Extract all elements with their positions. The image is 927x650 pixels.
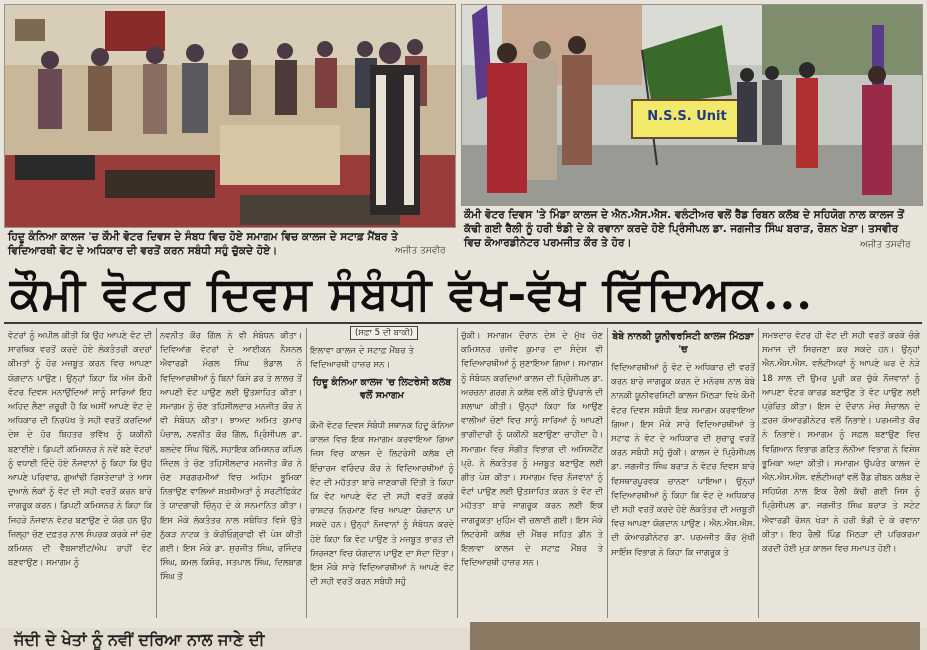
article-column-1	[8, 328, 152, 616]
classroom-oath-illustration	[5, 5, 455, 227]
column-divider	[306, 328, 307, 618]
column-divider	[156, 328, 157, 618]
article-column-4	[461, 328, 603, 616]
article-column-5	[611, 360, 755, 616]
classroom-oath-photo	[4, 4, 456, 228]
column-divider	[607, 328, 608, 618]
column-text: ਵਿਦਿਆਰਥੀਆਂ ਨੂੰ ਵੋਟ ਦੇ ਅਧਿਕਾਰ ਦੀ ਵਰਤੋਂ ਕਰਨ ਬਾਰੇ ਜਾਗਰੂਕ ਕਰਨ ਦੇ ਮਨੋਰਥ ਨਾਲ ਬੇਬੇ ਨਾਨਕੀ ਯੂਨੀਵਰਸਿਟੀ ਕਾਲਜ ਮਿੱਠੜਾ ਵਿਖੇ ਕੌਮੀ ਵੋਟਰ ਦਿਵਸ ਸਬੰਧੀ ਇਕ ਸਮਾਗਮ ਕਰਵਾਇਆ ਗਿਆ। ਇਸ ਮੌਕੇ ਸਾਰੇ ਵਿਦਿਆਰਥੀਆਂ ਤੇ ਸਟਾਫ ਨੇ ਵੋਟ ਦੇ ਅਧਿਕਾਰ ਦੀ ਸੁਚਾਰੂ ਵਰਤੋਂ ਕਰਨ ਸਬੰਧੀ ਸਹੁੰ ਚੁੱਕੀ। ਕਾਲਜ ਦੇ ਪ੍ਰਿੰਸੀਪਲ ਡਾ. ਜਗਜੀਤ ਸਿੰਘ ਬਰਾੜ ਨੇ ਵੋਟਰ ਦਿਵਸ ਬਾਰੇ ਵਿਸਥਾਰਪੂਰਵਕ ਚਾਨਣਾ ਪਾਇਆ। ਉਨ੍ਹਾਂ ਵਿਦਿਆਰਥੀਆਂ ਨੂੰ ਕਿਹਾ ਕਿ ਵੋਟ ਦੇ ਅਧਿਕਾਰ ਦੀ ਸਹੀ ਵਰਤੋਂ ਕਰਦੇ ਹੋਏ ਲੋਕਤੰਤਰ ਦੀ ਮਜ਼ਬੂਤੀ ਵਿਚ ਆਪਣਾ ਯੋਗਦਾਨ ਪਾਉਣ। ਐਨ.ਐਸ.ਐਸ. ਦੀ ਕੋਆਰਡੀਨੇਟਰ ਡਾ. ਪਰਮਜੀਤ ਕੌਰ ਮੁੱਖੀ ਸਾਇੰਸ ਵਿਭਾਗ ਨੇ ਕਿਹਾ ਕਿ ਜਾਗਰੂਕ ਤੇ	[611, 362, 755, 557]
nss-banner-text: N.S.S. Unit	[647, 109, 727, 124]
continued-label: (ਸਫ਼ਾ 5 ਦੀ ਬਾਕੀ)	[350, 326, 418, 340]
column-divider	[758, 328, 759, 618]
photo-left-credit: ਅਜੀਤ ਤਸਵੀਰ	[395, 246, 446, 256]
column-divider	[457, 328, 458, 618]
section-subhead: ਹਿਦੂ ਕੰਨਿਆ ਕਾਲਜ 'ਚ ਲਿਟਰੇਸੀ ਕਲੱਬ ਵਲੋਂ ਸਮਾਗਮ	[312, 377, 452, 401]
article-headline: ਕੌਮੀ ਵੋਟਰ ਦਿਵਸ ਸੰਬੰਧੀ ਵੱਖ-ਵੱਖ ਵਿੱਦਿਅਕ...	[10, 267, 813, 320]
column-text: ਵੋਟਰਾਂ ਨੂੰ ਅਪੀਲ ਕੀਤੀ ਕਿ ਉਹ ਆਪਣੇ ਵੋਟ ਦੀ ਸਾਰਥਿਕ ਵਰਤੋਂ ਕਰਦੇ ਹੋਏ ਲੋਕਤੰਤਰੀ ਕਦਰਾਂ ਕੀਮਤਾਂ ਨੂੰ ਹੋਰ ਮਜ਼ਬੂਤ ਕਰਨ ਵਿਚ ਆਪਣਾ ਯੋਗਦਾਨ ਪਾਉਣ। ਉਨ੍ਹਾਂ ਕਿਹਾ ਕਿ ਅੱਜ ਕੌਮੀ ਵੋਟਰ ਦਿਵਸ ਮਨਾਉਂਦਿਆਂ ਸਾਨੂੰ ਸਾਰਿਆਂ ਇਹ ਅਹਿਦ ਲੈਣਾ ਜ਼ਰੂਰੀ ਹੈ ਕਿ ਅਸੀਂ ਆਪਣੇ ਵੋਟ ਦੇ ਅਧਿਕਾਰ ਦੀ ਨਿਰਪੱਖ ਤੇ ਸਹੀ ਵਰਤੋਂ ਕਰਦਿਆਂ ਦੇਸ਼ ਦੇ ਹੋਰ ਬਿਹਤਰ ਭਵਿੱਖ ਨੂੰ ਯਕੀਨੀ ਬਣਾਈਏ। ਡਿਪਟੀ ਕਮਿਸ਼ਨਰ ਨੇ ਨਵੇਂ ਬਣੇ ਵੋਟਰਾਂ ਨੂੰ ਵਧਾਈ ਦਿੰਦੇ ਹੋਏ ਨੌਜਵਾਨਾਂ ਨੂੰ ਕਿਹਾ ਕਿ ਉਹ ਆਪਣੇ ਪਰਿਵਾਰ, ਗੁਆਂਢੀ ਰਿਸ਼ਤੇਦਾਰਾਂ ਤੇ ਆਸ ਦੁਆਲੇ ਲੋਕਾਂ ਨੂੰ ਵੋਟ ਦੀ ਸਹੀ ਵਰਤੋਂ ਕਰਨ ਬਾਰੇ ਜਾਗਰੂਕ ਕਰਨ। ਡਿਪਟੀ ਕਮਿਸ਼ਨਰ ਨੇ ਕਿਹਾ ਕਿ ਜਿਹੜੇ ਨੌਜਵਾਨ ਵੋਟਰ ਬਣਾਉਣ ਦੇ ਯੋਗ ਹਨ ਉਹ ਜ਼ਿਲ੍ਹਾ ਚੋਣ ਦਫ਼ਤਰ ਨਾਲ ਸੰਪਰਕ ਕਰਕੇ ਜਾਂ ਚੋਣ ਕਮਿਸ਼ਨ ਦੀ ਵੈੱਬਸਾਈਟ/ਐਪ ਰਾਹੀਂ ਵੋਟ ਬਣਵਾਉਣ। ਸਮਾਗਮ ਨੂੰ	[8, 330, 152, 568]
article-column-6	[762, 328, 920, 616]
next-article-photo	[470, 622, 920, 650]
column-text: ਚੁੱਕੀ। ਸਮਾਗਮ ਦੌਰਾਨ ਦੇਸ਼ ਦੇ ਮੁੱਖ ਚੋਣ ਕਮਿਸ਼ਨਰ ਰਜੀਵ ਕੁਮਾਰ ਦਾ ਸੰਦੇਸ਼ ਵੀ ਵਿਦਿਆਰਥੀਆਂ ਨੂੰ ਸੁਣਾਇਆ ਗਿਆ। ਸਮਾਗਮ ਨੂੰ ਸੰਬੋਧਨ ਕਰਦਿਆਂ ਕਾਲਜ ਦੀ ਪ੍ਰਿੰਸੀਪਲ ਡਾ. ਅਰਚਨਾ ਗਰਗ ਨੇ ਕਲੱਬ ਵਲੋਂ ਕੀਤੇ ਉਪਰਾਲੇ ਦੀ ਸ਼ਲਾਘਾ ਕੀਤੀ। ਉਨ੍ਹਾਂ ਕਿਹਾ ਕਿ ਆਉਣ ਵਾਲੀਆਂ ਚੋਣਾਂ ਵਿਚ ਸਾਨੂੰ ਸਾਰਿਆਂ ਨੂੰ ਆਪਣੀ ਭਾਗੀਦਾਰੀ ਨੂੰ ਯਕੀਨੀ ਬਣਾਉਣਾ ਚਾਹੀਦਾ ਹੈ। ਸਮਾਗਮ ਵਿਚ ਸੰਗੀਤ ਵਿਭਾਗ ਦੀ ਅਸਿਸਟੈਂਟ ਪ੍ਰੋ. ਨੇ ਲੋਕਤੰਤਰ ਨੂੰ ਮਜ਼ਬੂਤ ਬਣਾਉਣ ਲਈ ਗੀਤ ਪੇਸ਼ ਕੀਤਾ। ਸਮਾਗਮ ਵਿਚ ਨੌਜਵਾਨਾਂ ਨੂੰ ਵੋਟਾਂ ਪਾਉਣ ਲਈ ਉਤਸ਼ਾਹਿਤ ਕਰਨ ਤੇ ਵੋਟ ਦੀ ਮਹੱਤਤਾ ਬਾਰੇ ਜਾਗਰੂਕ ਕਰਨ ਲਈ ਇਕ ਜਾਗਰੂਕਤਾ ਮੁਹਿੰਮ ਵੀ ਚਲਾਈ ਗਈ। ਇਸ ਮੌਕੇ ਲਿਟਰੇਸੀ ਕਲੱਬ ਦੀ ਮੈਂਬਰ ਸਹਿਤ ਡੀਨ ਤੇ ਇਲਾਵਾ ਕਾਲਜ ਦੇ ਸਟਾਫ਼ ਮੈਂਬਰ ਤੇ ਵਿਦਿਆਰਥੀ ਹਾਜ਼ਰ ਸਨ।	[461, 330, 603, 568]
article-column-3	[310, 418, 454, 616]
photo-right-credit: ਅਜੀਤ ਤਸਵੀਰ	[860, 240, 911, 250]
next-article-headline: ਜੱਦੀ ਦੇ ਖੇਤਾਂ ਨੂੰ ਨਵੀਂ ਦਰਿਆ ਨਾਲ ਜਾਣੇ ਦੀ	[14, 630, 265, 649]
column-text: ਸਮਝਦਾਰ ਵੋਟਰ ਹੀ ਵੋਟ ਦੀ ਸਹੀ ਵਰਤੋਂ ਕਰਕੇ ਚੰਗੇ ਸਮਾਜ ਦੀ ਸਿਰਜਣਾ ਕਰ ਸਕਦੇ ਹਨ। ਉਨ੍ਹਾਂ ਐਨ.ਐਸ.ਐਸ. ਵਲੰਟੀਅਰਾਂ ਨੂੰ ਆਪਣੇ ਘਰ ਦੇ ਨੇੜੇ 18 ਸਾਲ ਦੀ ਉਮਰ ਪੂਰੀ ਕਰ ਚੁੱਕੇ ਨੌਜਵਾਨਾਂ ਨੂੰ ਆਪਣਾ ਵੋਟਰ ਕਾਰਡ ਬਣਾਉਣ ਤੇ ਵੋਟ ਪਾਉਣ ਲਈ ਪ੍ਰੇਰਿਤ ਕੀਤਾ। ਇਸ ਦੇ ਦੌਰਾਨ ਮੰਚ ਸੰਚਾਲਨ ਦੇ ਫ਼ਰਜ਼ ਕੋਆਰਡੀਨੇਟਰ ਵਲੋਂ ਨਿਭਾਏ। ਪਰਮਜੀਤ ਕੌਰ ਨੇ ਨਿਭਾਏ। ਸਮਾਗਮ ਨੂੰ ਸਫ਼ਲ ਬਣਾਉਣ ਵਿਚ ਵਿਗਿਆਨ ਵਿਭਾਗ ਗਣਿਤ ਲੋਨੀਆ ਵਿਭਾਗ ਨੇ ਵਿਸ਼ੇਸ਼ ਭੂਮਿਕਾ ਅਦਾ ਕੀਤੀ। ਸਮਾਗਮ ਉਪਰੰਤ ਕਾਲਜ ਦੇ ਐਨ.ਐਸ.ਐਸ. ਵਲੰਟੀਅਰਾਂ ਵਲੋਂ ਰੈੱਡ ਰੀਬਨ ਕਲੱਬ ਦੇ ਸਹਿਯੋਗ ਨਾਲ ਇਕ ਰੈਲੀ ਕੱਢੀ ਗਈ ਜਿਸ ਨੂੰ ਪ੍ਰਿੰਸੀਪਲ ਡਾ. ਜਗਜੀਤ ਸਿੰਘ ਬਰਾੜ ਤੇ ਸਟੇਟ ਐਵਾਰਡੀ ਰੋਸ਼ਨ ਖੇੜਾ ਨੇ ਹਰੀ ਝੰਡੀ ਦੇ ਕੇ ਰਵਾਨਾ ਕੀਤਾ। ਇਹ ਰੈਲੀ ਪਿੰਡ ਮਿੱਠੜਾ ਦੀ ਪਰਿਕਰਮਾ ਕਰਦੀ ਹੋਈ ਮੁੜ ਕਾਲਜ ਵਿਚ ਸਮਾਪਤ ਹੋਈ।	[762, 330, 920, 554]
column-text: ਕੌਮੀ ਵੋਟਰ ਦਿਵਸ ਸੰਬੰਧੀ ਸਥਾਨਕ ਹਿਦੂ ਕੰਨਿਆ ਕਾਲਜ ਵਿਚ ਇਕ ਸਮਾਗਮ ਕਰਵਾਇਆ ਗਿਆ ਜਿਸ ਵਿਚ ਕਾਲਜ ਦੇ ਲਿਟਰੇਸੀ ਕਲੱਬ ਦੀ ਇੰਚਾਰਜ ਵਰਿੰਦਰ ਕੌਰ ਨੇ ਵਿਦਿਆਰਥੀਆਂ ਨੂੰ ਵੋਟ ਦੀ ਮਹੱਤਤਾ ਬਾਰੇ ਜਾਣਕਾਰੀ ਦਿੱਤੀ ਤੇ ਕਿਹਾ ਕਿ ਵੋਟ ਆਪਣੇ ਵੋਟ ਦੀ ਸਹੀ ਵਰਤੋਂ ਕਰਕੇ ਰਾਸ਼ਟਰ ਨਿਰਮਾਣ ਵਿਚ ਆਪਣਾ ਯੋਗਦਾਨ ਪਾ ਸਕਦੇ ਹਨ। ਉਨ੍ਹਾਂ ਨੌਜਵਾਨਾਂ ਨੂੰ ਸੰਬੋਧਨ ਕਰਦੇ ਹੋਏ ਕਿਹਾ ਕਿ ਵੋਟ ਪਾਉਣ ਤੇ ਮਜ਼ਬੂਤ ਭਾਰਤ ਦੀ ਸਿਰਜਣਾ ਵਿਚ ਯੋਗਦਾਨ ਪਾਉਣ ਦਾ ਸੱਦਾ ਦਿੱਤਾ। ਇਸ ਮੌਕੇ ਸਾਰੇ ਵਿਦਿਆਰਥੀਆਂ ਨੇ ਆਪਣੇ ਵੋਟ ਦੀ ਸਹੀ ਵਰਤੋਂ ਕਰਨ ਸਬੰਧੀ ਸਹੁੰ	[310, 420, 454, 587]
photo-left-caption: ਹਿਦੂ ਕੰਨਿਆ ਕਾਲਜ 'ਚ ਕੌਮੀ ਵੋਟਰ ਦਿਵਸ ਦੇ ਸੰਬਧ ਵਿਚ ਹੋਏ ਸਮਾਗਮ ਵਿਚ ਕਾਲਜ ਦੇ ਸਟਾਫ਼ ਮੈਂਬਰ ਤੇ ਵਿਦਿਆਰਥੀ ਵੋਟ ਦੇ ਅਧਿਕਾਰ ਦੀ ਵਰਤੋਂ ਕਰਨ ਸਬੰਧੀ ਸਹੁੰ ਚੁੱਕਦੇ ਹੋਏ।	[8, 231, 398, 257]
rally-flag-off-photo	[461, 4, 923, 206]
column-text: ਨਵਨੀਤ ਕੌਰ ਗਿੱਲ ਨੇ ਵੀ ਸੰਬੋਧਨ ਕੀਤਾ। ਦਿਵਿਆਂਗ ਵੋਟਰਾਂ ਦੇ ਆਈਕਨ ਨੈਸ਼ਨਲ ਐਵਾਰਡੀ ਮੰਗਲ ਸਿੰਘ ਭੰਡਾਲ ਨੇ ਵਿਦਿਆਰਥੀਆਂ ਨੂੰ ਬਿਨਾਂ ਕਿਸੇ ਡਰ ਤੇ ਲਾਲਚ ਤੋਂ ਆਪਣੀ ਵੋਟ ਪਾਉਣ ਲਈ ਉਤਸ਼ਾਹਿਤ ਕੀਤਾ। ਸਮਾਗਮ ਨੂੰ ਚੋਣ ਤਹਿਸੀਲਦਾਰ ਮਨਜੀਤ ਕੌਰ ਨੇ ਵੀ ਸੰਬੋਧਨ ਕੀਤਾ। ਝਾਅਦ ਅਮਿਤ ਕੁਮਾਰ ਪੰਚਾਲ, ਨਵਨੀਤ ਕੌਰ ਗਿੱਲ, ਪ੍ਰਿੰਸੀਪਲ ਡਾ. ਬਲਦੇਵ ਸਿੰਘ ਢਿੱਲੋਂ, ਸਹਾਇਕ ਕਮਿਸ਼ਨਰ ਕਪਿਲ ਜਿੰਦਲ ਤੇ ਚੋਣ ਤਹਿਸੀਲਦਾਰ ਮਨਜੀਤ ਕੌਰ ਨੇ ਚੋਣ ਸਰਗਰਮੀਆਂ ਵਿਚ ਅਹਿਮ ਭੂਮਿਕਾ ਨਿਭਾਉਣ ਵਾਲਿਆਂ ਸ਼ਖ਼ਸੀਅਤਾਂ ਨੂੰ ਸਰਟੀਫਿਕੇਟ ਤੇ ਯਾਦਗਾਰੀ ਚਿੰਨ੍ਹ ਦੇ ਕੇ ਸਨਮਾਨਿਤ ਕੀਤਾ। ਇਸ ਮੌਕੇ ਲੋਕਤੰਤਰ ਨਾਲ ਸਬੰਧਿਤ ਵਿਸ਼ੇ ਉਤੇ ਨੁੱਕੜ ਨਾਟਕ ਤੇ ਕੋਰੀਓਗ੍ਰਾਫੀ ਵੀ ਪੇਸ਼ ਕੀਤੀ ਗਈ। ਇਸ ਮੌਕੇ ਡਾ. ਸੁਰਜੀਤ ਸਿੰਘ, ਰਜਿੰਦਰ ਸਿੰਘ, ਕਮਲ ਕਿਸ਼ੋਰ, ਸਤਪਾਲ ਸਿੰਘ, ਦਿਲਬਾਗ ਸਿੰਘ ਤੋਂ	[160, 330, 302, 582]
article-column-2	[160, 328, 302, 616]
section-subhead: ਬੇਬੇ ਨਾਨਕੀ ਯੂਨੀਵਰਸਿਟੀ ਕਾਲਜ ਮਿੱਠੜਾ 'ਚ	[612, 331, 754, 355]
photo-right-caption: ਕੌਮੀ ਵੋਟਰ ਦਿਵਸ 'ਤੇ ਮਿੰਡਾ ਕਾਲਜ ਦੇ ਐਨ.ਐਸ.ਐਸ. ਵਲੰਟੀਅਰ ਵਲੋਂ ਰੈੱਡ ਰਿਬਨ ਕਲੱਬ ਦੇ ਸਹਿਯੋਗ ਨਾਲ ਕਾਲਜ ਤੋਂ ਕੱਢੀ ਗਈ ਰੈਲੀ ਨੂੰ ਹਰੀ ਝੰਡੀ ਦੇ ਕੇ ਰਵਾਨਾ ਕਰਦੇ ਹੋਏ ਪ੍ਰਿੰਸੀਪਲ ਡਾ. ਜਗਜੀਤ ਸਿੰਘ ਬਰਾੜ, ਰੋਸ਼ਨ ਖੇੜਾ। ਤਸਵੀਰ ਵਿਚ ਕੋਆਰਡੀਨੇਟਰ ਪਰਮਜੀਤ ਕੌਰ ਤੇ ਹੋਰ।	[464, 209, 904, 249]
rally-illustration	[462, 5, 922, 205]
headline-rule	[4, 322, 922, 324]
section-subhead: ਇਲਾਵਾ ਕਾਲਜ ਦੇ ਸਟਾਫ਼ ਮੈਂਬਰ ਤੇ ਵਿਦਿਆਰਥੀ ਹਾਜ਼ਰ ਸਨ।	[310, 346, 414, 370]
